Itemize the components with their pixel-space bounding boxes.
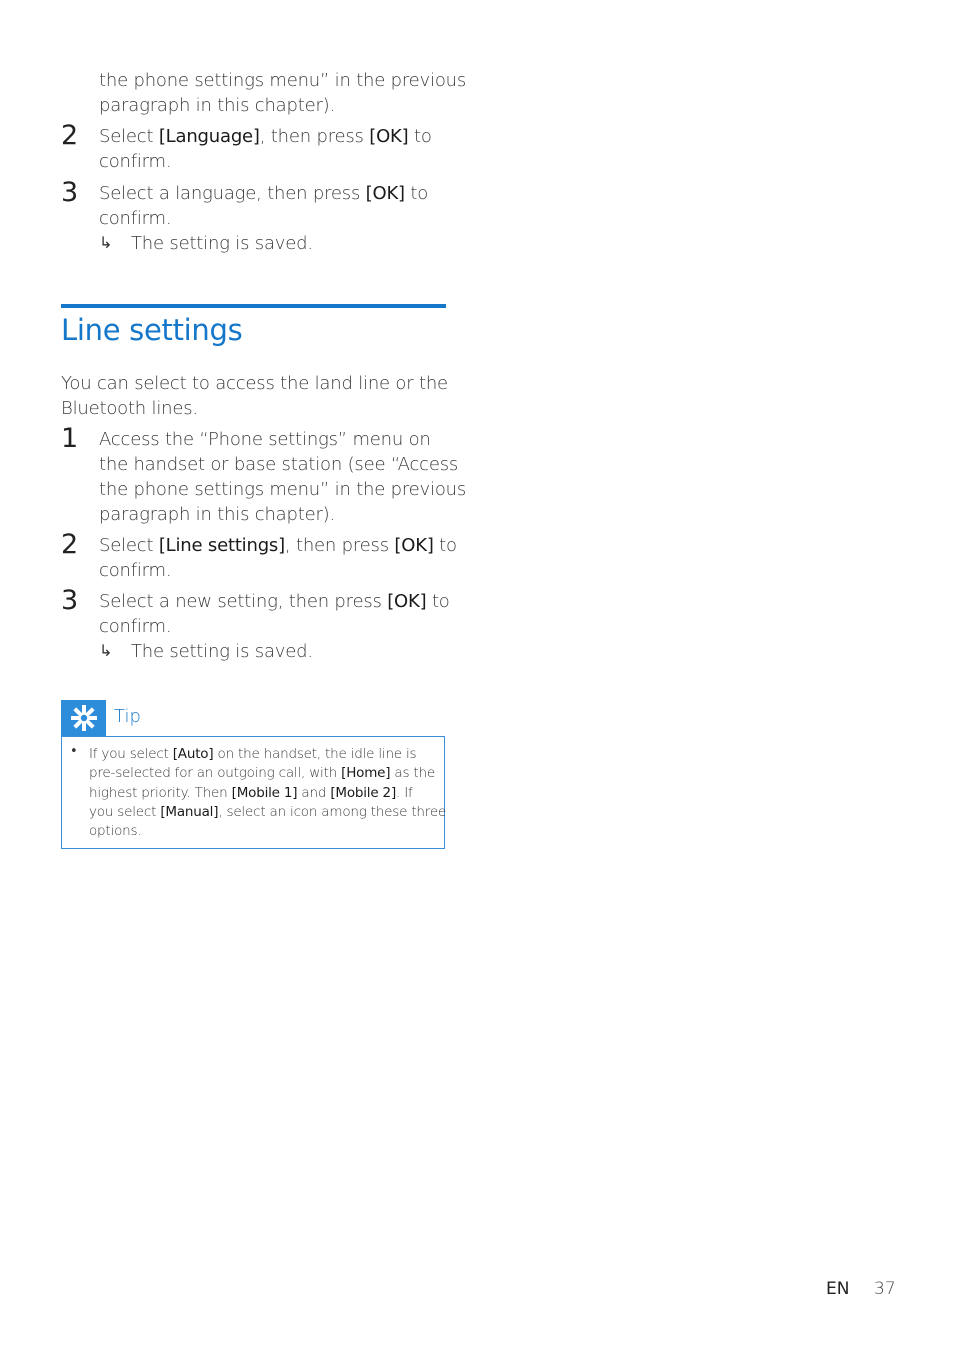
asterisk-icon [61,700,106,736]
intro-text: Bluetooth lines. [61,398,198,419]
section-title: Line settings [61,313,243,347]
tip-text: you select [Manual], select an icon among these three [89,804,447,820]
result-text: The setting is saved. [131,641,313,662]
step-text: confirm. [99,616,172,637]
tip-label: Tip [114,706,141,727]
step-text: Select a language, then press [OK] to [99,183,429,204]
step-number: 2 [61,529,79,560]
step-text: paragraph in this chapter). [99,504,336,525]
step-text: confirm. [99,151,172,172]
step-number: 2 [61,120,79,151]
result-arrow-icon: ↳ [99,641,113,660]
intro-text: You can select to access the land line or the [61,373,448,394]
section-rule [61,304,446,308]
tip-text: options. [89,823,142,839]
step-number: 3 [61,177,79,208]
page-number: 37 [874,1279,896,1299]
step-text: confirm. [99,560,172,581]
step-number: 3 [61,585,79,616]
step-text: confirm. [99,208,172,229]
tip-text: highest priority. Then [Mobile 1] and [Mobile 2]. If [89,785,413,801]
tip-text: If you select [Auto] on the handset, the idle line is [89,746,417,762]
step-text: Select a new setting, then press [OK] to [99,591,450,612]
continued-text: the phone settings menu” in the previous [99,70,467,91]
step-text: Select [Language], then press [OK] to [99,126,432,147]
bullet: • [70,744,78,759]
tip-text: pre-selected for an outgoing call, with [Home] as the [89,765,435,781]
step-text: the handset or base station (see “Access [99,454,459,475]
step-text: Access the “Phone settings” menu on [99,429,431,450]
step-text: the phone settings menu” in the previous [99,479,467,500]
result-text: The setting is saved. [131,233,313,254]
result-arrow-icon: ↳ [99,233,113,252]
footer-language: EN [826,1279,850,1299]
continued-text: paragraph in this chapter). [99,95,336,116]
step-number: 1 [61,423,79,454]
step-text: Select [Line settings], then press [OK] to [99,535,457,556]
